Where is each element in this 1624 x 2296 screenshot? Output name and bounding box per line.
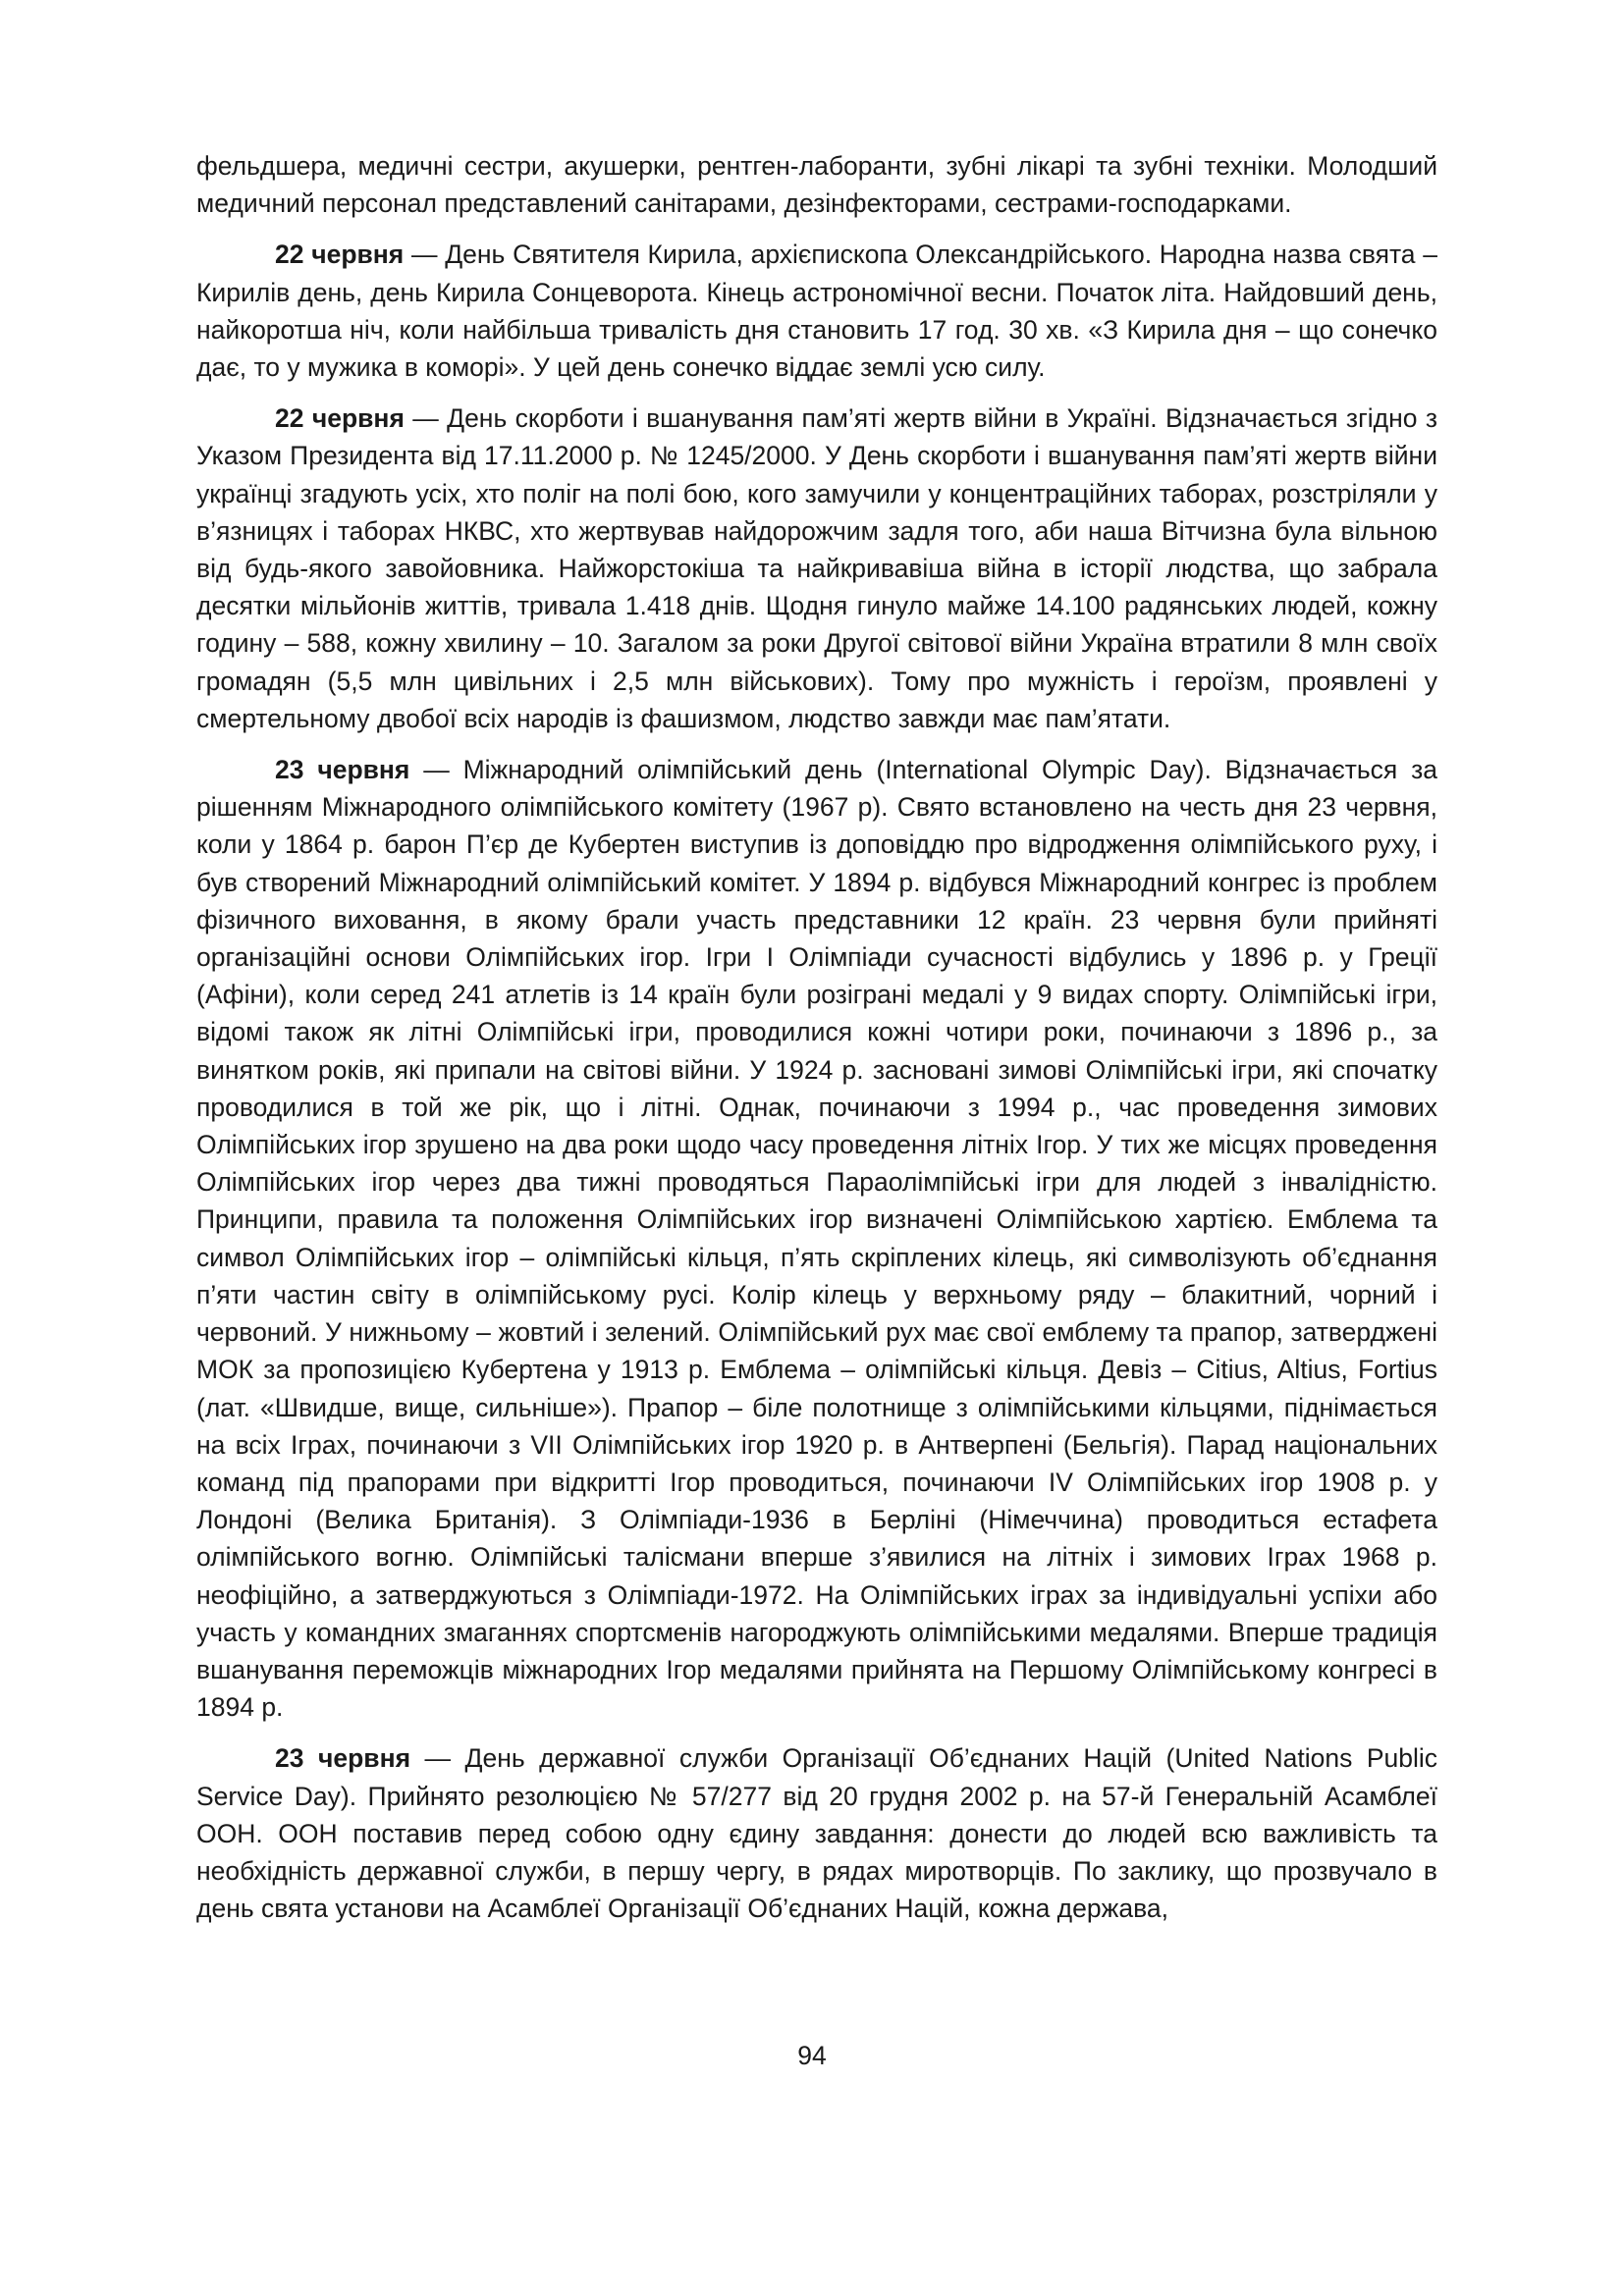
entry-text: — День державної служби Організації Об’єднаних Націй (United Nations Public Service Day). Прийнято резолюцією № 57/277 від 20 грудня 2002 р. на 57-й Генеральній Асамблеї ООН. ООН поставив перед собою одну єдину завдання: донести до людей всю важливість та необхідність державної служби, в першу чергу, в рядах миротворців. По заклику, що прозвучало в день свята установи на Асамблеї Організації Об’єднаних Націй, кожна держава, (196, 1743, 1437, 1924)
entry-paragraph (196, 400, 1437, 737)
continuation-paragraph: фельдшера, медичні сестри, акушерки, рентген-лаборанти, зубні лікарі та зубні техніки. Молодший медичний персонал представлений санітарами, дезінфекторами, сестрами-господарками. (196, 151, 1437, 219)
entry-text: — День скорботи і вшанування пам’яті жертв війни в Україні. Відзначається згідно з Указом Президента від 17.11.2000 р. № 1245/2000. У День скорботи і вшанування пам’яті жертв війни українці згадують усіх, хто поліг на полі бою, кого замучили у концентраційних таборах, розстріляли у в’язницях і таборах НКВС, хто жертвував найдорожчим задля того, аби наша Вітчизна була вільною від будь-якого завойовника. Найжорстокіша та найкривавіша війна в історії людства, що забрала десятки мільйонів життів, тривала 1.418 днів. Щодня гинуло майже 14.100 радянських людей, кожну годину – 588, кожну хвилину – 10. Загалом за роки Другої світової війни Україна втратили 8 млн своїх громадян (5,5 млн цивільних і 2,5 млн військових). Тому про мужність і героїзм, проявлені у смертельному двобої всіх народів із фашизмом, людство завжди має пам’ятати. (196, 403, 1437, 733)
entry-date: 23 червня (275, 1743, 411, 1774)
entry-date: 22 червня (275, 240, 405, 270)
entry-paragraph (196, 751, 1437, 1726)
entry-paragraph (196, 1739, 1437, 1927)
entry-paragraph (196, 236, 1437, 386)
entry-text: — День Святителя Кирила, архієпископа Олександрійського. Народна назва свята – Кирилів день, день Кирила Сонцеворота. Кінець астрономічної весни. Початок літа. Найдовший день, найкоротша ніч, коли найбільша тривалість дня становить 17 год. 30 хв. «З Кирила дня – що сонечко дає, то у мужика в коморі». У цей день сонечко віддає землі усю силу. (196, 240, 1437, 383)
body-text (196, 147, 1437, 1941)
entry-date: 22 червня (275, 403, 405, 434)
entry-date: 23 червня (275, 755, 410, 785)
page-number: 94 (797, 2041, 827, 2070)
entry-text: — Міжнародний олімпійський день (International Olympic Day). Відзначається за рішенням Міжнародного олімпійського комітету (1967 р). Свято встановлено на честь дня 23 червня, коли у 1864 р. барон П’єр де Кубертен виступив із доповіддю про відродження олімпійського руху, і був створений Міжнародний олімпійський комітет. У 1894 р. відбувся Міжнародний конгрес із проблем фізичного виховання, в якому брали участь представники 12 країн. 23 червня були прийняті організаційні основи Олімпійських ігор. Ігри І Олімпіади сучасності відбулись у 1896 р. у Греції (Афіни), коли серед 241 атлетів із 14 країн були розіграні медалі у 9 видах спорту. Олімпійські ігри, відомі також як літні Олімпійські ігри, проводилися кожні чотири роки, починаючи з 1896 р., за винятком років, які припали на світові війни. У 1924 р. засновані зимові Олімпійські ігри, які спочатку проводилися в той же рік, що і літні. Однак, починаючи з 1994 р., час проведення зимових Олімпійських ігор зрушено на два роки щодо часу проведення літніх Ігор. У тих же місцях проведення Олімпійських ігор через два тижні проводяться Параолімпійські ігри для людей з інвалідністю. Принципи, правила та положення Олімпійських ігор визначені Олімпійською хартією. Емблема та символ Олімпійських ігор – олімпійські кільця, п’ять скріплених кілець, які символізують об’єднання п’яти частин світу в олімпійському русі. Колір кілець у верхньому ряду – блакитний, чорний і червоний. У нижньому – жовтий і зелений. Олімпійський рух має свої емблему та прапор, затверджені МОК за пропозицією Кубертена у 1913 р. Емблема – олімпійські кільця. Девіз – Citius, Altius, Fortius (лат. «Швидше, вище, сильніше»). Прапор – біле полотнище з олімпійськими кільцями, піднімається на всіх Іграх, починаючи з VII Олімпійських ігор 1920 р. в Антверпені (Бельгія). Парад національних команд під прапорами при відкритті Ігор проводиться, починаючи IV Олімпійських ігор 1908 р. у Лондоні (Велика Британія). З Олімпіади-1936 в Берліні (Німеччина) проводиться естафета олімпійського вогню. Олімпійські талісмани вперше з’явилися на літніх і зимових Іграх 1968 р. неофіційно, а затверджуються з Олімпіади-1972. На Олімпійських іграх за індивідуальні успіхи або участь у командних змаганнях спортсменів нагороджують олімпійськими медалями. Вперше традиція вшанування переможців міжнародних Ігор медалями прийнята на Першому Олімпійському конгресі в 1894 р. (196, 755, 1437, 1723)
